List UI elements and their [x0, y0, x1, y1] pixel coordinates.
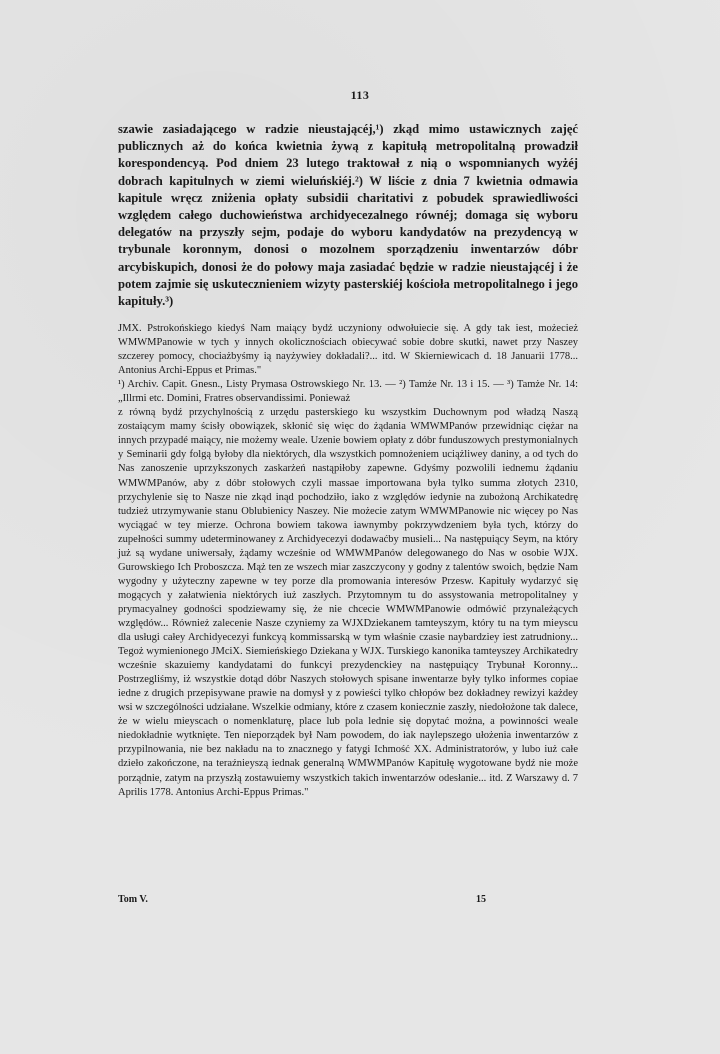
main-text: [118, 121, 578, 310]
footnote-references: ¹) Archiv. Capit. Gnesn., Listy Prymasa Ostrowskiego Nr. 13. — ²) Tamże Nr. 13 i 15. — ³) Tamże Nr. 14: „Illrmi etc. Domini, Fratres observandissimi. Ponieważ: [118, 379, 578, 405]
main-paragraph: szawie zasiadającego w radzie nieustającéj,¹) zkąd mimo ustawicznych zajęć publicznych aż do końca kwietnia żywą z kapitułą metropolitalną prowadził korespondencyą. Pod dniem 23 lutego traktował z nią o wspomnianych wyżéj dobrach kapitulnych w ziemi wieluńskiéj.²) W liście z dnia 7 kwietnia odmawia kapitule wręcz zniżenia opłaty subsidii charitativi z pobudek sprawiedliwości względem całego duchowieństwa archidyecezalnego równéj; domaga się wyboru delegatów na przyszły sejm, podaje do wyboru kandydatów na prezydencyą w trybunale koronnym, donosi o mozolnem sporządzeniu inwentarzów dóbr arcybiskupich, donosi że do połowy maja zasiadać będzie w radzie nieustającéj i że potem zajmie się uskutecznieniem wizyty pasterskiéj kościoła metropolitalnego i jego kapituły.³): [118, 122, 578, 309]
page-number: 113: [350, 88, 370, 102]
footnote-main: z równą bydź przychylnością z urzędu pasterskiego ku wszystkim Duchownym pod władzą Naszą zostaiącym mamy ścisły obowiązek, skłonić się więc do żądania WMWMPanów przewidniąc ciężar na innych przypadé maiący, nie możemy weale. Uzenie bowiem opłaty z dóbr funduszowych prestymonialnych y Seminarii gdy folgą byłoby dla niektórych, dla wszystkich pomnożeniem uciążliwey daniny, a od tych do Nas zanoszenie uprzykszonych zaskarżeń nastąpiłoby zapewne. Gdyśmy pozwolili iednemu żądaniu WMWMPanów, aby z dóbr stołowych czyli massae importowana była tylko summa złotych 2310, przychylenie się to Nasze nie zkąd inąd pochodziło, iako z względów iedynie na zubożoną Archikatedrę tudzież utrzymywanie stanu Oblubienicy Naszey. Nie możecie zatym WMWMPanowie nic więcey po Nas wyciągać w tey mierze. Ochrona bowiem takowa iawnymby pokrzywdzeniem była tych, którzy do zupełności summy udeterminowaney z Archidyecezyi dodawaćby musieli... Na następuiący Seym, na który już są wydane uniwersały, żądamy wcześnie od WMWMPanów delegowanego do Nas w osobie WJX. Gurowskiego Ich Proboszcza. Mąż ten ze wszech miar zaszczycony y godny z talentów swoich, będzie Nam wygodny y użyteczny zapewne w tey porze dla promowania interesów Przesw. Kapituły wydarzyć się mogących y załatwienia niektórych iuż zaszłych. Przytomnym tu do assystowania metropolitalney y prymacyalney godności spodziewamy się, że nie chcecie WMWMPanowie odmówić przynależących względów... Również zalecenie Nasze czyniemy za WJXDziekanem tamteyszym, który tu na tym mieyscu dla usługi całey Archidyecezyi funkcyą kommissarską w tym właśnie czasie naybardziey iest zatrudniony... Tegoż wymienionego JMciX. Siemieńskiego Dziekana y WJX. Turskiego kanonika tamteyszey Archikatedry wcześnie skazuiemy kandydatami do funkcyi prezydenckiey na następuiący Trybunał Koronny... Postrzegliśmy, iż wszystkie dotąd dóbr Naszych stołowych spisane inwentarze były tylko informes copiae iedne z drugich przepisywane prawie na domysł y z powieści tylko chłopów bez dokładney rewizyi każdey wsi w szczególności udziałane. Wszelkie odmiany, które z czasem koniecznie zaszły, niedołożone tak dalece, że w wielu mieyscach o nomenklaturę, place lub pola lednie się dopytać można, a powinności weale niedokładnie wytknięte. Ten nieporządek był Nam powodem, do iak naylepszego ułożenia inwentarzów z przypilnowania, nie bez nakładu na to znacznego y fatygi Ichmość XX. Administratorów, y lubo iuż całe dzieło zakończone, na teraźnieyszą iednak generalną WMWMPanów Kapitułę wygotowane bydź nie może porządnie, zatym na przyszłą zostawuiemy wszystkich takich inwentarzów odesłanie... itd. Z Warszawy d. 7 Aprilis 1778. Antonius Archi-Eppus Primas.": [118, 407, 578, 798]
footnotes: [118, 322, 578, 800]
footnote-intro: JMX. Pstrokońskiego kiedyś Nam maiący bydź uczyniony odwołuiecie się. A gdy tak iest, możecież WMWMPanowie w tych y innych okolicznościach obiecywać sobie dobre skutki, nawet przy Naszey szczerey pomocy, chociażbyśmy ią nayżywiey dokładali?... itd. W Skierniewicach d. 18 Januarii 1778... Antonius Archi-Eppus et Primas.": [118, 323, 578, 377]
signature-mark: Tom V.: [118, 894, 148, 905]
folio-number: 15: [476, 894, 486, 905]
